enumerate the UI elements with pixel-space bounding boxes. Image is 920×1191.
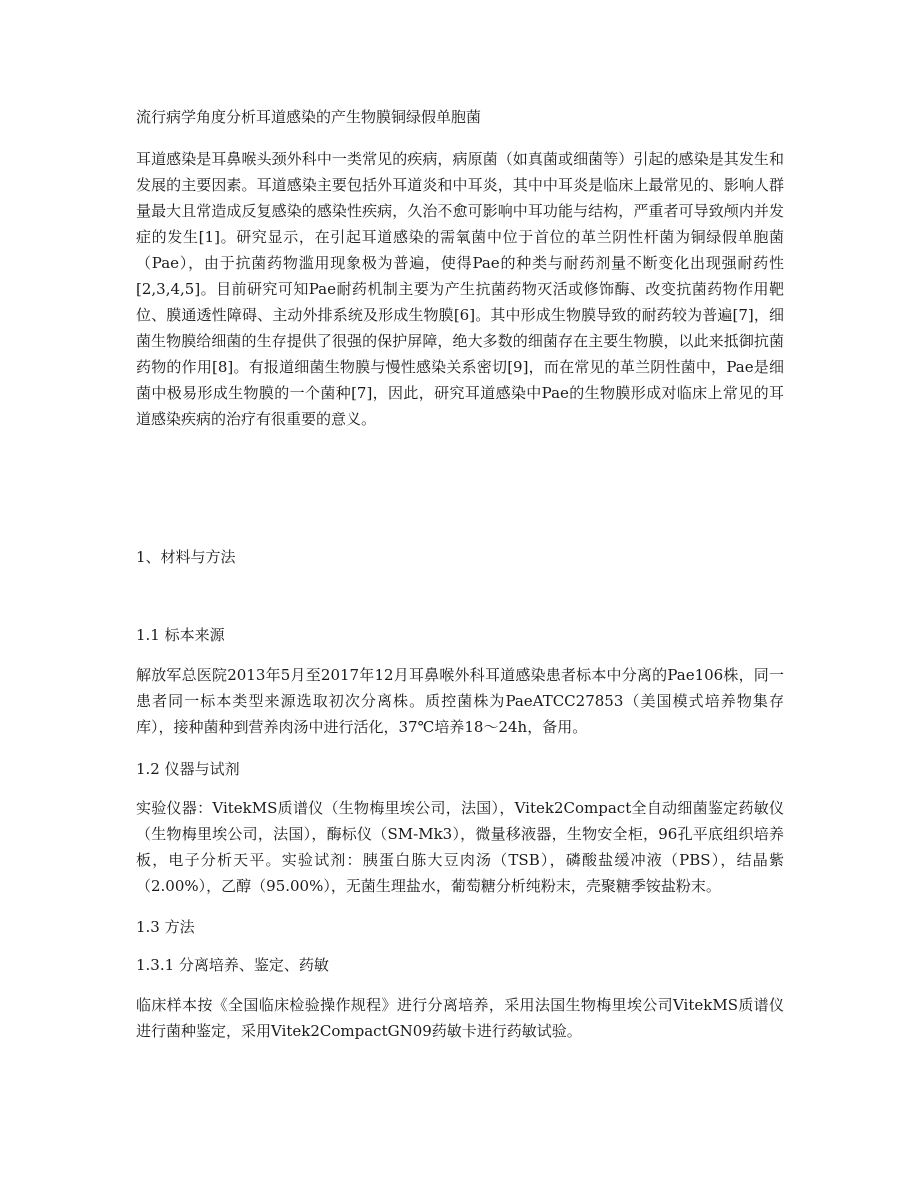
subsection-heading-isolation-identification: 1.3.1 分离培养、鉴定、药敏 (136, 956, 329, 974)
subsection-heading-instruments-reagents: 1.2 仪器与试剂 (136, 760, 240, 778)
subsection-heading-specimen-source: 1.1 标本来源 (136, 626, 225, 644)
specimen-source-paragraph: 解放军总医院2013年5月至2017年12月耳鼻喉外科耳道感染患者标本中分离的Pae106株，同一患者同一标本类型来源选取初次分离株。质控菌株为PaeATCC27853（美国模式培养物集存库），接种菌种到营养肉汤中进行活化，37℃培养18～24h，备用。 (136, 666, 784, 736)
intro-paragraph: 耳道感染是耳鼻喉头颈外科中一类常见的疾病，病原菌（如真菌或细菌等）引起的感染是其发生和发展的主要因素。耳道感染主要包括外耳道炎和中耳炎，其中中耳炎是临床上最常见的、影响人群量最大且常造成反复感染的感染性疾病，久治不愈可影响中耳功能与结构，严重者可导致颅内并发症的发生[1]。研究显示，在引起耳道感染的需氧菌中位于首位的革兰阴性杆菌为铜绿假单胞菌（Pae），由于抗菌药物滥用现象极为普遍，使得Pae的种类与耐药剂量不断变化出现强耐药性[2,3,4,5]。目前研究可知Pae耐药机制主要为产生抗菌药物灭活或修饰酶、改变抗菌药物作用靶位、膜通透性障碍、主动外排系统及形成生物膜[6]。其中形成生物膜导致的耐药较为普遍[7]，细菌生物膜给细菌的生存提供了很强的保护屏障，绝大多数的细菌存在主要生物膜，以此来抵御抗菌药物的作用[8]。有报道细菌生物膜与慢性感染关系密切[9]，而在常见的革兰阴性菌中，Pae是细菌中极易形成生物膜的一个菌种[7]，因此，研究耳道感染中Pae的生物膜形成对临床上常见的耳道感染疾病的治疗有很重要的意义。 (136, 150, 784, 428)
isolation-identification-paragraph: 临床样本按《全国临床检验操作规程》进行分离培养，采用法国生物梅里埃公司VitekMS质谱仪进行菌种鉴定，采用Vitek2CompactGN09药敏卡进行药敏试验。 (136, 996, 784, 1040)
section-heading-materials-methods: 1、材料与方法 (136, 548, 236, 566)
document-title: 流行病学角度分析耳道感染的产生物膜铜绿假单胞菌 (136, 108, 482, 126)
instruments-reagents-paragraph: 实验仪器：VitekMS质谱仪（生物梅里埃公司，法国），Vitek2Compact全自动细菌鉴定药敏仪（生物梅里埃公司，法国），酶标仪（SM-Mk3），微量移液器，生物安全柜，96孔平底组织培养板，电子分析天平。实验试剂：胰蛋白胨大豆肉汤（TSB），磷酸盐缓冲液（PBS），结晶紫（2.00%），乙醇（95.00%），无菌生理盐水，葡萄糖分析纯粉末，壳聚糖季铵盐粉末。 (136, 799, 784, 895)
subsection-heading-methods: 1.3 方法 (136, 918, 195, 936)
